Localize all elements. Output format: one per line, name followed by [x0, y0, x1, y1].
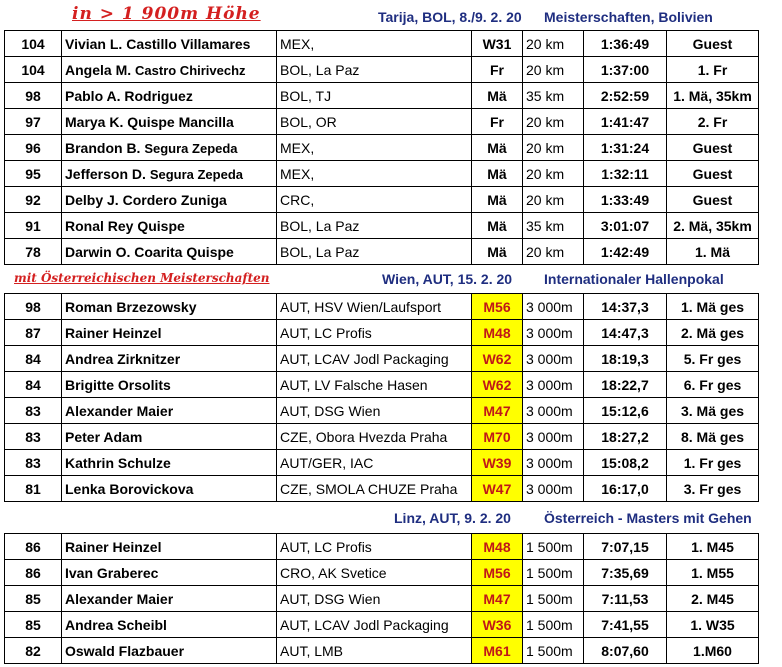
distance-cell: 3 000m [523, 346, 584, 372]
distance-cell: 20 km [523, 187, 584, 213]
athlete-name-cell [62, 109, 277, 135]
athlete-name-cell [62, 57, 277, 83]
time-cell: 7:07,15 [584, 534, 667, 560]
table-row [5, 424, 759, 450]
table-row [5, 560, 759, 586]
points-cell: 104 [5, 31, 62, 57]
category-cell: W47 [472, 476, 523, 502]
athlete-name-cell [62, 372, 277, 398]
distance-cell: 3 000m [523, 476, 584, 502]
club-cell: MEX, [277, 31, 472, 57]
time-cell: 15:08,2 [584, 450, 667, 476]
placing-cell: 1. Fr ges [667, 450, 759, 476]
category-cell: Mä [472, 161, 523, 187]
club-cell: BOL, La Paz [277, 57, 472, 83]
championship-label: mit Österreichischen Meisterschaften [14, 271, 270, 285]
table-row [5, 135, 759, 161]
time-cell: 7:35,69 [584, 560, 667, 586]
club-cell: AUT, DSG Wien [277, 398, 472, 424]
time-cell: 8:07,60 [584, 638, 667, 664]
table-row [5, 161, 759, 187]
table-row [5, 372, 759, 398]
athlete-name: Peter Adam [65, 428, 143, 445]
athlete-name: Jefferson D. [65, 165, 146, 182]
category-cell: Fr [472, 57, 523, 83]
athlete-name: Delby J. Cordero Zuniga [65, 191, 227, 208]
points-cell: 83 [5, 398, 62, 424]
placing-cell: 1. M55 [667, 560, 759, 586]
club-cell: BOL, La Paz [277, 213, 472, 239]
points-cell: 86 [5, 534, 62, 560]
category-cell: M48 [472, 320, 523, 346]
table-row [5, 586, 759, 612]
athlete-name: Andrea Scheibl [65, 616, 167, 633]
points-cell: 83 [5, 450, 62, 476]
time-cell: 1:32:11 [584, 161, 667, 187]
placing-cell: Guest [667, 135, 759, 161]
distance-cell: 3 000m [523, 398, 584, 424]
category-cell: M48 [472, 534, 523, 560]
athlete-name-cell [62, 476, 277, 502]
placing-cell: Guest [667, 161, 759, 187]
points-cell: 85 [5, 586, 62, 612]
distance-cell: 20 km [523, 135, 584, 161]
athlete-name: Darwin O. Coarita Quispe [65, 243, 234, 260]
points-cell: 84 [5, 372, 62, 398]
club-cell: AUT, DSG Wien [277, 586, 472, 612]
athlete-name: Brigitte Orsolits [65, 376, 171, 393]
time-cell: 18:22,7 [584, 372, 667, 398]
athlete-name: Alexander Maier [65, 590, 174, 607]
category-cell: M70 [472, 424, 523, 450]
distance-cell: 3 000m [523, 294, 584, 320]
distance-cell: 1 500m [523, 612, 584, 638]
points-cell: 83 [5, 424, 62, 450]
placing-cell: 6. Fr ges [667, 372, 759, 398]
athlete-name: Angela M. [65, 61, 132, 78]
club-cell: AUT, LMB [277, 638, 472, 664]
club-cell: CRO, AK Svetice [277, 560, 472, 586]
athlete-name: Alexander Maier [65, 402, 174, 419]
time-cell: 1:33:49 [584, 187, 667, 213]
category-cell: W31 [472, 31, 523, 57]
time-cell: 3:01:07 [584, 213, 667, 239]
distance-cell: 20 km [523, 239, 584, 265]
athlete-name: Rainer Heinzel [65, 324, 162, 341]
points-cell: 78 [5, 239, 62, 265]
distance-cell: 3 000m [523, 424, 584, 450]
time-cell: 7:11,53 [584, 586, 667, 612]
points-cell: 85 [5, 612, 62, 638]
placing-cell: 8. Mä ges [667, 424, 759, 450]
category-cell: Fr [472, 109, 523, 135]
placing-cell: 3. Mä ges [667, 398, 759, 424]
athlete-name: Roman Brzezowsky [65, 298, 197, 315]
club-cell: AUT, HSV Wien/Laufsport [277, 294, 472, 320]
table-row [5, 398, 759, 424]
athlete-surname: Castro Chirivechz [135, 62, 246, 78]
time-cell: 16:17,0 [584, 476, 667, 502]
placing-cell: 1. Mä, 35km [667, 83, 759, 109]
athlete-name: Andrea Zirknitzer [65, 350, 181, 367]
time-cell: 1:41:47 [584, 109, 667, 135]
club-cell: BOL, OR [277, 109, 472, 135]
placing-cell: 2. Mä ges [667, 320, 759, 346]
results-table-2 [4, 293, 759, 502]
athlete-name: Ronal Rey Quispe [65, 217, 185, 234]
distance-cell: 20 km [523, 161, 584, 187]
category-cell: M56 [472, 294, 523, 320]
athlete-name: Ivan Graberec [65, 564, 159, 581]
event-competition-3: Österreich - Masters mit Gehen [544, 510, 752, 526]
event-location-2: Wien, AUT, 15. 2. 20 [382, 271, 513, 287]
athlete-name: Vivian L. Castillo Villamares [65, 35, 251, 52]
points-cell: 98 [5, 83, 62, 109]
athlete-name-cell [62, 83, 277, 109]
athlete-name-cell [62, 213, 277, 239]
category-cell: W62 [472, 372, 523, 398]
time-cell: 1:36:49 [584, 31, 667, 57]
distance-cell: 3 000m [523, 450, 584, 476]
club-cell: AUT, LCAV Jodl Packaging [277, 346, 472, 372]
club-cell: AUT, LC Profis [277, 534, 472, 560]
event-competition-2: Internationaler Hallenpokal [544, 271, 724, 287]
time-cell: 1:37:00 [584, 57, 667, 83]
distance-cell: 1 500m [523, 534, 584, 560]
event-location-1: Tarija, BOL, 8./9. 2. 20 [378, 9, 522, 25]
athlete-name-cell [62, 638, 277, 664]
time-cell: 1:31:24 [584, 135, 667, 161]
event-competition-1: Meisterschaften, Bolivien [544, 9, 713, 25]
event-location-3: Linz, AUT, 9. 2. 20 [394, 510, 511, 526]
athlete-name-cell [62, 31, 277, 57]
results-table-1 [4, 30, 759, 265]
athlete-name-cell [62, 161, 277, 187]
athlete-name-cell [62, 135, 277, 161]
athlete-name: Brandon B. [65, 139, 141, 156]
club-cell: BOL, La Paz [277, 239, 472, 265]
club-cell: AUT, LC Profis [277, 320, 472, 346]
points-cell: 95 [5, 161, 62, 187]
points-cell: 104 [5, 57, 62, 83]
table-row [5, 187, 759, 213]
time-cell: 18:19,3 [584, 346, 667, 372]
athlete-surname: Segura Zepeda [144, 140, 238, 156]
points-cell: 86 [5, 560, 62, 586]
athlete-name-cell [62, 346, 277, 372]
table-row [5, 213, 759, 239]
athlete-name-cell [62, 534, 277, 560]
athlete-name-cell [62, 612, 277, 638]
points-cell: 91 [5, 213, 62, 239]
distance-cell: 20 km [523, 31, 584, 57]
placing-cell: 1.M60 [667, 638, 759, 664]
section-header-3 [0, 503, 782, 533]
distance-cell: 35 km [523, 83, 584, 109]
athlete-name-cell [62, 398, 277, 424]
distance-cell: 1 500m [523, 560, 584, 586]
placing-cell: 1. Fr [667, 57, 759, 83]
distance-cell: 3 000m [523, 372, 584, 398]
club-cell: AUT/GER, IAC [277, 450, 472, 476]
table-row [5, 346, 759, 372]
time-cell: 15:12,6 [584, 398, 667, 424]
table-row [5, 612, 759, 638]
points-cell: 92 [5, 187, 62, 213]
athlete-name: Kathrin Schulze [65, 454, 171, 471]
category-cell: M47 [472, 586, 523, 612]
placing-cell: 2. Fr [667, 109, 759, 135]
distance-cell: 20 km [523, 109, 584, 135]
placing-cell: 2. Mä, 35km [667, 213, 759, 239]
points-cell: 96 [5, 135, 62, 161]
distance-cell: 1 500m [523, 638, 584, 664]
time-cell: 14:47,3 [584, 320, 667, 346]
club-cell: BOL, TJ [277, 83, 472, 109]
table-row [5, 450, 759, 476]
distance-cell: 20 km [523, 57, 584, 83]
table-row [5, 320, 759, 346]
points-cell: 97 [5, 109, 62, 135]
table-row [5, 109, 759, 135]
table-row [5, 239, 759, 265]
athlete-name: Oswald Flazbauer [65, 642, 185, 659]
placing-cell: 1. W35 [667, 612, 759, 638]
category-cell: Mä [472, 213, 523, 239]
category-cell: Mä [472, 83, 523, 109]
altitude-label: in > 1 900m Höhe [72, 4, 261, 24]
club-cell: MEX, [277, 161, 472, 187]
athlete-name-cell [62, 239, 277, 265]
athlete-name-cell [62, 187, 277, 213]
table-row [5, 83, 759, 109]
distance-cell: 35 km [523, 213, 584, 239]
points-cell: 82 [5, 638, 62, 664]
table-row [5, 534, 759, 560]
club-cell: CRC, [277, 187, 472, 213]
category-cell: M47 [472, 398, 523, 424]
club-cell: MEX, [277, 135, 472, 161]
table-row [5, 638, 759, 664]
placing-cell: 2. M45 [667, 586, 759, 612]
athlete-name-cell [62, 586, 277, 612]
time-cell: 18:27,2 [584, 424, 667, 450]
category-cell: M56 [472, 560, 523, 586]
category-cell: W39 [472, 450, 523, 476]
section-header-2 [0, 264, 782, 294]
category-cell: M61 [472, 638, 523, 664]
table-row [5, 57, 759, 83]
time-cell: 14:37,3 [584, 294, 667, 320]
table-row [5, 294, 759, 320]
placing-cell: 1. Mä ges [667, 294, 759, 320]
athlete-name: Lenka Borovickova [65, 480, 194, 497]
category-cell: W36 [472, 612, 523, 638]
athlete-surname: Segura Zepeda [149, 166, 244, 182]
athlete-name-cell [62, 450, 277, 476]
table-row [5, 31, 759, 57]
time-cell: 7:41,55 [584, 612, 667, 638]
category-cell: Mä [472, 135, 523, 161]
table-row [5, 476, 759, 502]
club-cell: AUT, LV Falsche Hasen [277, 372, 472, 398]
club-cell: AUT, LCAV Jodl Packaging [277, 612, 472, 638]
points-cell: 81 [5, 476, 62, 502]
time-cell: 2:52:59 [584, 83, 667, 109]
placing-cell: Guest [667, 31, 759, 57]
results-table-3 [4, 533, 759, 664]
athlete-name-cell [62, 294, 277, 320]
placing-cell: 5. Fr ges [667, 346, 759, 372]
distance-cell: 3 000m [523, 320, 584, 346]
category-cell: W62 [472, 346, 523, 372]
athlete-name: Marya K. Quispe Mancilla [65, 113, 234, 130]
distance-cell: 1 500m [523, 586, 584, 612]
category-cell: Mä [472, 187, 523, 213]
points-cell: 87 [5, 320, 62, 346]
placing-cell: 3. Fr ges [667, 476, 759, 502]
placing-cell: 1. Mä [667, 239, 759, 265]
category-cell: Mä [472, 239, 523, 265]
points-cell: 98 [5, 294, 62, 320]
athlete-name: Pablo A. Rodriguez [65, 87, 193, 104]
athlete-name-cell [62, 320, 277, 346]
athlete-name-cell [62, 424, 277, 450]
athlete-name: Rainer Heinzel [65, 538, 162, 555]
section-header-1 [0, 2, 782, 32]
points-cell: 84 [5, 346, 62, 372]
placing-cell: Guest [667, 187, 759, 213]
club-cell: CZE, Obora Hvezda Praha [277, 424, 472, 450]
club-cell: CZE, SMOLA CHUZE Praha [277, 476, 472, 502]
athlete-name-cell [62, 560, 277, 586]
placing-cell: 1. M45 [667, 534, 759, 560]
time-cell: 1:42:49 [584, 239, 667, 265]
